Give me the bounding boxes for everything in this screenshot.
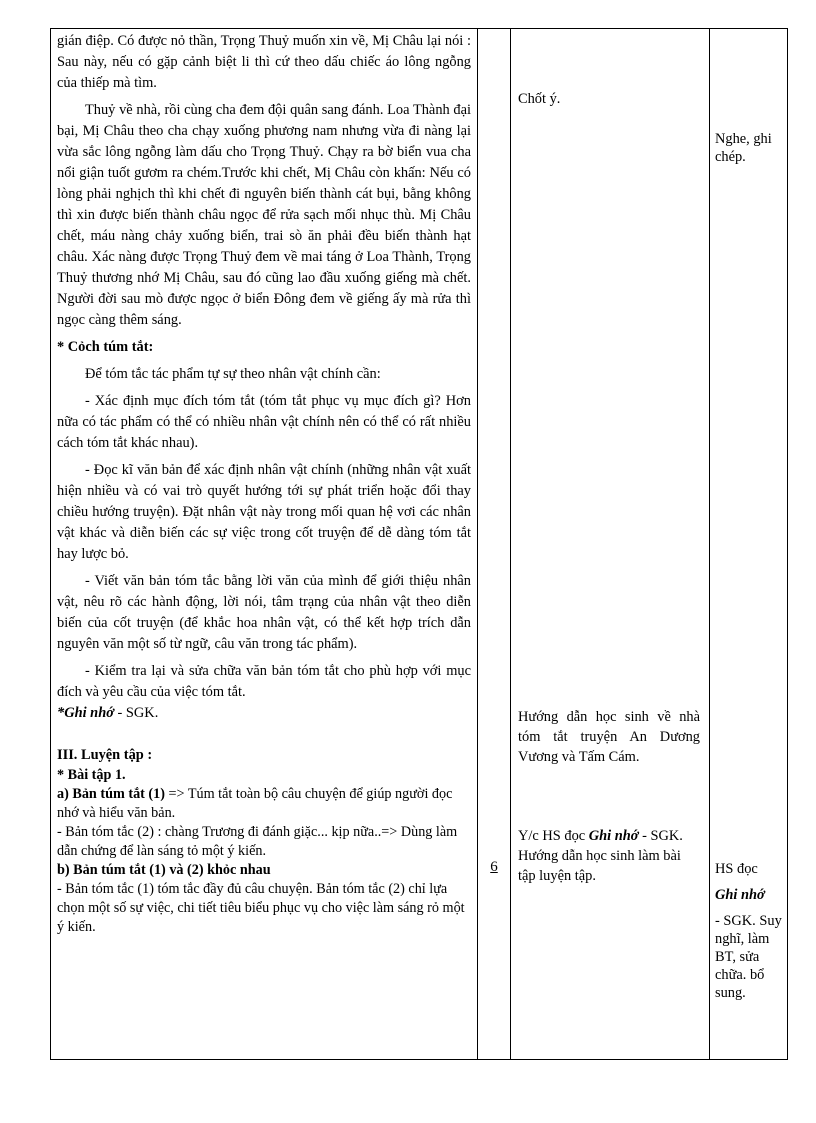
story-paragraph: Thuỷ về nhà, rồi cùng cha đem đội quân sang đánh. Loa Thành đại bại, Mị Châu theo cha chạy xuống phương nam nhưng vừa đi nàng lại vừa sắc lông ngỗng làm dấu cho Trọng Thuỷ. Chạy ra bờ biển vua cha nổi giận tuốt gươm ra chém.Trước khi chết, Mị Châu còn khấn: Nếu có lòng phải nghịch thì khi chết đi nguyên biến thành cát bụi, bằng không thì xin được biến thành châu ngọc để rửa sạch mối nhục thù. Mị Châu chết, máu nàng chảy xuống biển, trai sò ăn phải đều biến thành hạt châu. Xác nàng được Trọng Thuỷ đem về mai táng ở Loa Thành, Trọng Thuỷ thương nhớ Mị Châu, sau đó cũng lao đầu xuống giếng mà chết. Người đời sau mò được ngọc ở biển Đông đem về giếng ấy mà rửa thì ngọc càng thêm sáng. [57, 102, 471, 328]
hs-rest-text: - SGK. Suy nghĩ, làm BT, sửa chữa. bổ sung. [715, 913, 782, 1001]
answer-b-label: b) Bản túm tắt (1) và (2) khỏc nhau [57, 862, 271, 878]
listen-note [715, 130, 785, 166]
answer-a-text: => Túm tắt toàn bộ câu chuyện để giúp người đọc nhớ và hiểu văn bản. [57, 786, 453, 821]
story-paragraph: gián điệp. Có được nỏ thần, Trọng Thuỷ muốn xin về, Mị Châu lại nói : Sau này, nếu có gặp cảnh biệt li thì cứ theo dấu chiếc áo lông ngỗng của thiếp mà tìm. [57, 33, 471, 91]
ghi-nho-note [57, 703, 471, 724]
listen-text: Nghe, ghi chép. [715, 131, 772, 165]
method-step: - Đọc kĩ văn bản để xác định nhân vật chính (những nhân vật xuất hiện nhiều và có vai trò quyết hướng tới sự phát triển hoặc đổi thay chiều hướng truyện). Đặt nhân vật này trong mối quan hệ vơi các nhân vật khác và diễn biến các sự việc trong cốt truyện để dễ dàng tóm tắt hay lược bỏ. [57, 462, 471, 562]
chot-y-note [518, 89, 700, 109]
yc-ghi-nho: Ghi nhớ [588, 828, 639, 844]
guide-exercise-note [518, 826, 700, 886]
guide-exercise-text: Hướng dẫn học sinh làm bài tập luyện tập. [518, 848, 681, 884]
method-intro: Để tóm tắc tác phẩm tự sự theo nhân vật chính cần: [85, 366, 381, 382]
yc-prefix: Y/c HS đọc [518, 828, 589, 844]
ghi-nho-rest: - SGK. [113, 705, 159, 721]
ghi-nho-label: *Ghi nhớ [57, 705, 114, 721]
method-step: - Kiểm tra lại và sửa chữa văn bản tóm tắt cho phù hợp với mục đích và yêu cầu của việc tóm tắt. [57, 663, 471, 700]
method-step: - Viết văn bản tóm tắc bằng lời văn của mình để giới thiệu nhân vật, nêu rõ các hành động, lời nói, tâm trạng của nhân vật theo diễn biến của cốt truyện (để khắc hoa nhân vật, có thể kết hợp trích dẫn nguyên văn một số từ ngữ, câu văn trong tác phẩm). [57, 573, 471, 652]
time-column [478, 29, 510, 1059]
section-heading-practice: III. Luyện tập : [57, 747, 153, 763]
student-activity-column [710, 29, 788, 1059]
yc-read-text [518, 826, 700, 846]
answer-a-label: a) Bản túm tắt (1) [57, 786, 165, 802]
hs-doc-text: HS đọc [715, 861, 758, 877]
student-response-note [715, 860, 785, 1002]
lesson-table [50, 28, 788, 1060]
section-heading-method: * Cỏch túm tắt: [57, 339, 154, 355]
time-value: 6 [490, 859, 498, 875]
method-step: - Xác định mục đích tóm tắt (tóm tắt phục vụ mục đích gì? Hơn nữa có tác phẩm có thể có nhiều nhân vật chính nên có thể có rất nhiều cách tóm tắt khác nhau). [57, 393, 471, 451]
answer-a2: - Bản tóm tắc (2) : chàng Trương đi đánh giặc... kịp nữa..=> Dùng làm dẫn chứng để làn sáng tỏ một ý kiến. [57, 824, 458, 859]
guide-summary-text: Hướng dẫn học sinh về nhà tóm tắt truyện An Dương Vương và Tấm Cám. [518, 709, 700, 765]
content-column [51, 29, 477, 1059]
answer-b-text: - Bản tóm tắc (1) tóm tắc đầy đủ câu chuyện. Bản tóm tắc (2) chỉ lựa chọn một số sự việc, chi tiết tiêu biểu phục vụ cho việc làm sáng rỏ một ý kiến. [57, 881, 465, 935]
yc-suffix: - SGK. [638, 828, 683, 844]
answer-a [57, 785, 471, 823]
guide-summary-note [518, 707, 700, 767]
teacher-activity-column [511, 29, 709, 1059]
exercise-heading: * Bài tập 1. [57, 767, 126, 783]
chot-y-text: Chốt ý. [518, 91, 561, 107]
hs-ghi-nho: Ghi nhớ [715, 887, 765, 903]
